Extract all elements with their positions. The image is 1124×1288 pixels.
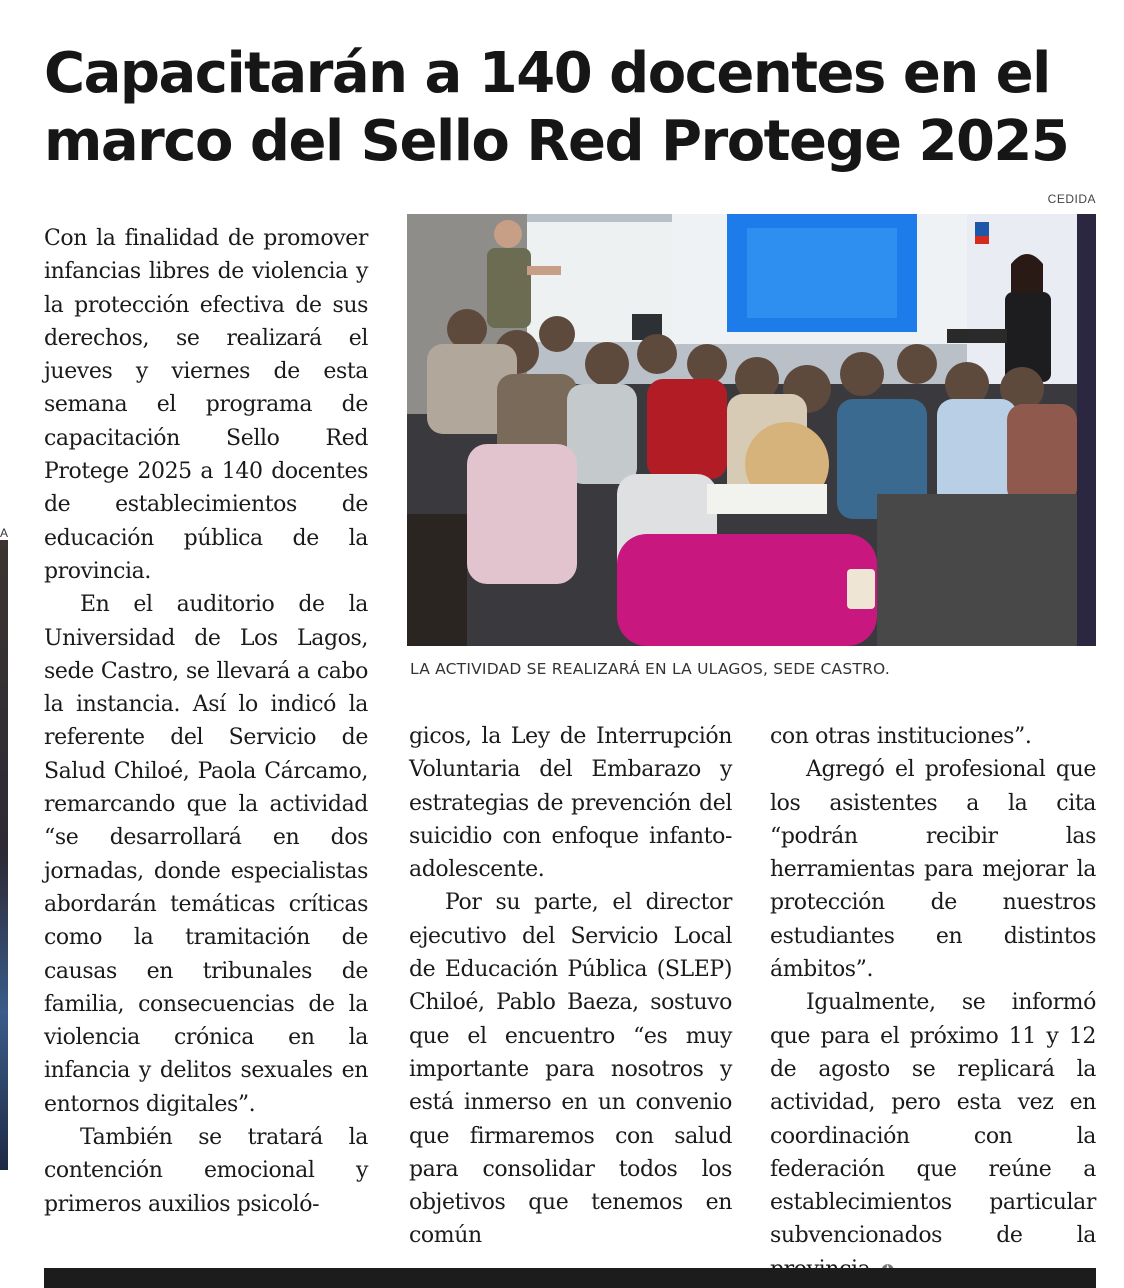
paragraph-6: Igualmente, se informó que para el próximo 11 y 12 de agosto se replicará la actividad, pero esta vez en coordinación con la federación que reúne a establecimientos particular subvencionados de la xyxy=(770,990,1096,1249)
adjacent-article-text-fragment: A xyxy=(0,526,9,540)
article-column-1 xyxy=(44,222,368,1221)
adjacent-article-image-edge xyxy=(0,540,8,1170)
paragraph-3-start: También se tratará la contención emocional y primeros auxilios psicoló- xyxy=(44,1125,368,1217)
headline: Capacitarán a 140 docentes en el marco del Sello Red Protege 2025 xyxy=(44,41,1069,174)
paragraph-6-wrapper xyxy=(770,986,1096,1287)
article-photo xyxy=(407,214,1096,646)
photo-credit: CEDIDA xyxy=(1047,192,1096,206)
paragraph-3-continued: gicos, la Ley de Interrupción Voluntaria del Embarazo y estrategias de prevención del suicidio con enfoque infanto-adolescente. xyxy=(409,724,732,883)
paragraph-1: Con la finalidad de promover infancias libres de violencia y la protección efectiva de sus derechos, se realizará el jueves y viernes de esta semana el programa de capacitación Sello Red Protege 2025 a 140 docentes de establecimientos de educación pública de la provincia. xyxy=(44,226,368,584)
paragraph-5: Agregó el profesional que los asistentes a la cita “podrán recibir las herramientas para mejorar la protección de nuestros estudiantes en distintos ámbitos”. xyxy=(770,757,1096,983)
paragraph-4: Por su parte, el director ejecutivo del Servicio Local de Educación Pública (SLEP) Chiloé, Pablo Baeza, sostuvo que el encuentro “es muy importante para nosotros y está inmerso en un convenio que firmaremos con salud para consolidar todos los objetivos que tenemos en común xyxy=(409,890,732,1249)
footer-bar xyxy=(44,1268,1096,1288)
photo-caption: LA ACTIVIDAD SE REALIZARÁ EN LA ULAGOS, SEDE CASTRO. xyxy=(410,660,890,678)
article-column-2 xyxy=(409,720,732,1253)
paragraph-4-continued: con otras instituciones”. xyxy=(770,724,1032,749)
article-column-3 xyxy=(770,720,1096,1287)
paragraph-2: En el auditorio de la Universidad de Los Lagos, sede Castro, se llevará a cabo la instancia. Así lo indicó la referente del Servicio de Salud Chiloé, Paola Cárcamo, remarcando que la actividad “se desarrollará en dos jornadas, donde especialistas abordarán temáticas críticas como la tramitación de causas en tribunales de familia, consecuencias de la violencia crónica en la infancia y delitos sexuales en entornos digitales”. xyxy=(44,592,368,1117)
